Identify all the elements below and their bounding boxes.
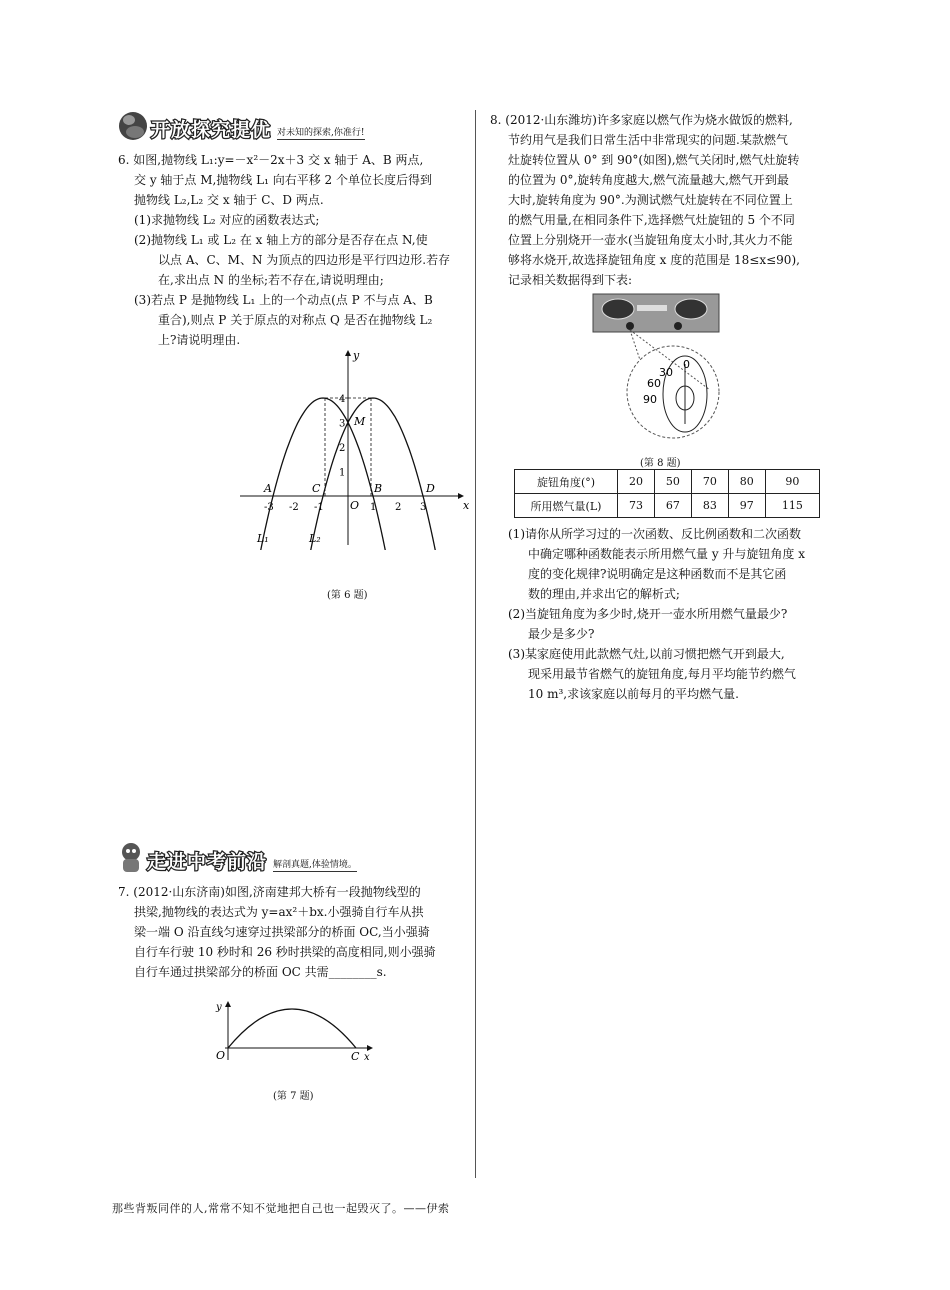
q8-part-line: (3)某家庭使用此款燃气灶,以前习惯把燃气开到最大, [508, 647, 785, 661]
q6-caption: (第 6 题) [327, 590, 368, 601]
table-row [515, 494, 820, 518]
x-axis-label: x [364, 1052, 370, 1062]
zoom-line [630, 330, 640, 360]
table-row [515, 470, 820, 494]
q8-part-line: (1)请你从所学习过的一次函数、反比例函数和二次函数 [508, 527, 802, 541]
q6-line: 重合),则点 P 关于原点的对称点 Q 是否在抛物线 L₂ [158, 313, 433, 327]
y-tick-label: 3 [339, 418, 346, 430]
x-tick-label: 1 [370, 502, 377, 513]
section-title: 走进中考前沿 [147, 851, 268, 873]
table-cell: 20 [618, 470, 655, 494]
q7-line: 自行车通过拱梁部分的桥面 OC 共需________s. [134, 965, 387, 979]
origin-label: O [216, 1049, 226, 1062]
burner-icon [675, 299, 707, 319]
origin-label: O [350, 499, 360, 512]
q6-line: 在,求出点 N 的坐标;若不存在,请说明理由; [158, 273, 384, 287]
table-header-cell: 所用燃气量(L) [515, 494, 618, 518]
table-cell: 67 [654, 494, 691, 518]
q8-line: 记录相关数据得到下表: [508, 273, 633, 287]
knob-icon [626, 322, 634, 330]
y-axis-label: y [216, 1002, 222, 1013]
table-cell: 83 [691, 494, 728, 518]
mascot-icon [115, 840, 147, 874]
q8-part-line: 度的变化规律?说明确定是这种函数而不是其它函 [528, 567, 787, 581]
knob-label-0: 0 [683, 358, 690, 371]
x-tick-label: -3 [264, 502, 274, 513]
q6-line: (1)求抛物线 L₂ 对应的函数表达式; [134, 213, 320, 227]
table-cell: 73 [618, 494, 655, 518]
q7-arch-figure [210, 998, 380, 1062]
footer-quote: 那些背叛同伴的人,常常不知不觉地把自己也一起毁灭了。——伊索 [112, 1202, 450, 1215]
q6-line: 交 y 轴于点 M,抛物线 L₁ 向右平移 2 个单位长度后得到 [134, 173, 432, 187]
q8-part-line: 最少是多少? [528, 627, 595, 641]
stove-logo [637, 305, 667, 311]
q8-line: 的燃气用量,在相同条件下,选择燃气灶旋钮的 5 个不同 [508, 213, 795, 227]
parabola-L2 [301, 398, 446, 550]
question-8-text [490, 110, 800, 290]
y-axis-label: y [353, 349, 360, 362]
q8-part-line: 数的理由,并求出它的解析式; [528, 587, 680, 601]
y-tick-label: 4 [339, 394, 346, 405]
q8-line: 大时,旋转角度为 90°.为测试燃气灶旋转在不同位置上 [508, 193, 793, 207]
knob-label-30: 30 [659, 366, 673, 379]
table-cell: 90 [765, 470, 819, 494]
q7-line: 梁一端 O 沿直线匀速穿过拱梁部分的桥面 OC,当小强骑 [134, 925, 430, 939]
q6-line: 以点 A、C、M、N 为顶点的四边形是平行四边形.若存 [158, 253, 451, 267]
q8-line: 位置上分别烧开一壶水(当旋钮角度太小时,其火力不能 [508, 233, 793, 247]
x-tick-label: -1 [314, 502, 324, 513]
q7-line: 7. (2012·山东济南)如图,济南建邦大桥有一段抛物线型的 [118, 885, 421, 899]
q6-line: 上?请说明理由. [158, 333, 241, 347]
q8-line: 8. (2012·山东潍坊)许多家庭以燃气作为烧水做饭的燃料, [490, 113, 793, 127]
zoom-circle [627, 346, 719, 438]
point-B-label: B [374, 482, 383, 495]
section-subtitle: 对未知的探索,你准行! [277, 125, 364, 140]
q8-part-line: 中确定哪种函数能表示所用燃气量 y 升与旋钮角度 x [528, 547, 805, 561]
q6-parabola-figure [235, 345, 470, 550]
table-cell: 97 [728, 494, 765, 518]
q7-line: 自行车行驶 10 秒时和 26 秒时拱梁的高度相同,则小强骑 [134, 945, 436, 959]
burner-icon [602, 299, 634, 319]
q6-line: 抛物线 L₂,L₂ 交 x 轴于 C、D 两点. [134, 193, 324, 207]
y-tick-label: 2 [339, 443, 346, 454]
question-7-text [118, 882, 436, 982]
question-6-text [118, 150, 450, 350]
parabola-L1 [251, 398, 396, 550]
q7-line: 拱梁,抛物线的表达式为 y=ax²＋bx.小强骑自行车从拱 [134, 905, 424, 919]
q8-line: 够将水烧开,故选择旋钮角度 x 度的范围是 18≤x≤90), [508, 253, 800, 267]
zoom-line [630, 330, 710, 390]
x-tick-label: -2 [289, 502, 299, 513]
knob-label-60: 60 [647, 377, 661, 390]
q8-line: 的位置为 0°,旋转角度越大,燃气流量越大,燃气开到最 [508, 173, 789, 187]
q6-line: (2)抛物线 L₁ 或 L₂ 在 x 轴上方的部分是否存在点 N,使 [134, 233, 428, 247]
point-A-label: A [264, 482, 272, 495]
q8-part-line: 现采用最节省燃气的旋钮角度,每月平均能节约燃气 [528, 667, 796, 681]
point-D-label: D [426, 482, 435, 495]
q8-line: 节约用气是我们日常生活中非常现实的问题.某款燃气 [508, 133, 788, 147]
table-cell: 70 [691, 470, 728, 494]
x-tick-label: 2 [395, 502, 402, 513]
L1-label: L₁ [257, 532, 269, 545]
q6-line: 6. 如图,抛物线 L₁:y=－x²－2x＋3 交 x 轴于 A、B 两点, [118, 153, 424, 167]
table-cell: 115 [765, 494, 819, 518]
q8-caption: (第 8 题) [640, 458, 681, 469]
q7-caption: (第 7 题) [273, 1091, 314, 1102]
q8-part-line: 10 m³,求该家庭以前每月的平均燃气量. [528, 687, 739, 701]
x-tick-label: 3 [420, 502, 427, 513]
arch-curve [228, 1009, 356, 1048]
point-C-label: C [312, 482, 321, 495]
column-divider [475, 110, 476, 1178]
point-M-label: M [354, 415, 366, 428]
q8-data-table [514, 469, 820, 518]
section-subtitle: 解剖真题,体验情境。 [273, 857, 357, 872]
q8-line: 灶旋转位置从 0° 到 90°(如图),燃气关闭时,燃气灶旋转 [508, 153, 800, 167]
table-cell: 80 [728, 470, 765, 494]
table-header-cell: 旋钮角度(°) [515, 470, 618, 494]
q6-line: (3)若点 P 是抛物线 L₁ 上的一个动点(点 P 不与点 A、B [134, 293, 433, 307]
section-banner-exam-frontier [115, 840, 357, 874]
table-cell: 50 [654, 470, 691, 494]
L2-label: L₂ [309, 532, 321, 545]
section-banner-open-explore [115, 108, 365, 142]
q8-part-line: (2)当旋钮角度为多少时,烧开一壶水所用燃气量最少? [508, 607, 788, 621]
point-C-label: C [351, 1050, 360, 1062]
section-title: 开放探究提优 [151, 119, 272, 141]
q8-stove-figure [585, 290, 725, 448]
mascot-icon [115, 108, 151, 142]
question-8-parts [508, 524, 805, 704]
knob-label-90: 90 [643, 393, 657, 406]
knob-icon [674, 322, 682, 330]
x-axis-label: x [463, 499, 470, 512]
y-tick-label: 1 [339, 467, 346, 479]
